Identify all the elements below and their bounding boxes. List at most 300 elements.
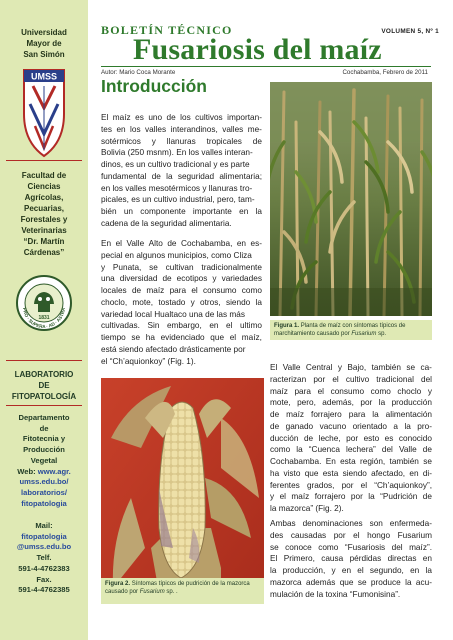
word: es <box>384 433 394 443</box>
word: la <box>296 445 303 455</box>
text-line: dinos, es un cultivo tradicional y es parte <box>101 160 250 169</box>
word: la <box>255 207 262 216</box>
text-line <box>270 386 432 398</box>
word: el <box>191 286 198 295</box>
text-line <box>270 518 432 530</box>
word: Punata, <box>112 262 142 272</box>
word: la <box>255 297 262 307</box>
word: por <box>360 398 373 408</box>
figure-2-caption <box>101 578 264 604</box>
text-line <box>270 565 432 577</box>
section-heading: Introducción <box>101 76 207 96</box>
text-line <box>270 577 432 589</box>
word: uno <box>148 113 163 122</box>
text-line: la mazorca” (Fig. 2). <box>270 504 344 513</box>
word: para <box>294 386 311 396</box>
word: ferentes <box>270 480 300 490</box>
word: ultimo <box>239 321 262 331</box>
web-label: Web: <box>17 466 36 476</box>
figure-2-photo <box>101 378 264 604</box>
word: el <box>353 530 360 540</box>
word: Bajo, <box>347 363 367 372</box>
mail-label: Mail: <box>35 521 53 530</box>
text-line <box>270 530 432 542</box>
paragraph-intro-2 <box>101 238 262 367</box>
word: los <box>130 124 141 134</box>
text-line <box>101 238 262 250</box>
word: Valle <box>126 239 145 248</box>
word: variedades <box>221 274 262 284</box>
word: causadas <box>290 530 327 540</box>
word: y <box>331 566 336 575</box>
word: ha <box>145 333 155 342</box>
telf-label: Telf. <box>36 553 52 563</box>
word: “Fusariosis <box>344 542 386 552</box>
text-line <box>270 362 432 374</box>
text-line <box>270 468 432 480</box>
sidebar-divider <box>6 405 82 406</box>
word: siendo <box>225 297 251 307</box>
fax-number: 591-4-4762385 <box>18 585 70 595</box>
word: acu- <box>415 577 432 587</box>
word: pro- <box>417 421 432 431</box>
word: la <box>368 492 375 502</box>
word: Valle <box>398 445 417 455</box>
word: del <box>420 374 432 384</box>
word: por <box>333 530 346 540</box>
word: en <box>409 468 419 478</box>
word: el <box>317 386 324 396</box>
word: región, <box>360 457 386 466</box>
seal-motto: PRO · SUPERA · AD · ASTRA <box>21 307 67 330</box>
figure-2-text: Síntomas típicos de pudrición de la mazorca causado por <box>105 581 250 595</box>
web-link[interactable]: laboratorios/ <box>21 487 67 497</box>
word: locales <box>101 286 127 295</box>
word: esto <box>363 433 380 443</box>
faculty-line: Facultad de <box>21 171 67 180</box>
faculty-name <box>0 170 88 258</box>
word: cultivan <box>165 262 194 272</box>
word: Primero, <box>283 554 315 564</box>
word: maíz <box>270 386 288 396</box>
word: alimentación <box>385 410 432 419</box>
word: importante <box>192 207 232 216</box>
mail-link[interactable]: @umss.edu.bo <box>16 542 72 552</box>
word: de <box>252 136 262 146</box>
word: se <box>131 333 141 342</box>
word: se <box>406 363 416 372</box>
department-info <box>0 413 88 509</box>
word: enfermeda- <box>389 519 432 528</box>
word: pero, <box>297 398 316 408</box>
logo-text: UMSS <box>30 71 58 82</box>
text-line <box>101 320 262 332</box>
university-line: Universidad <box>21 28 67 37</box>
faculty-line: Veterinarias <box>21 226 67 235</box>
word: visto <box>283 468 301 478</box>
mail-link[interactable]: fitopatologia <box>21 531 67 541</box>
word: en <box>239 207 249 216</box>
text-line <box>101 273 262 285</box>
paragraph-valle-central <box>270 362 432 515</box>
word: la <box>425 566 432 575</box>
faculty-seal-icon <box>15 274 73 332</box>
figure-1-caption <box>270 320 432 340</box>
word: de <box>162 274 172 284</box>
word: por <box>346 433 359 443</box>
word: importan- <box>227 113 262 122</box>
word: causa <box>321 554 344 564</box>
word: des <box>270 530 284 540</box>
sidebar-divider <box>6 360 82 361</box>
university-name <box>0 27 88 60</box>
word: esta <box>322 468 339 478</box>
word: seguridad <box>177 171 215 181</box>
text-line: el “Ch’aquionkoy” (Fig. 1). <box>101 356 196 366</box>
header-divider <box>101 66 431 67</box>
word: se <box>357 577 367 587</box>
text-line: Bolivia (250 msnm). En los valles interan- <box>101 148 253 158</box>
word: del <box>391 542 403 552</box>
word: alimentaria; <box>219 171 262 181</box>
word: una <box>101 274 115 284</box>
word: evidenciado <box>160 333 205 342</box>
faculty-line: Agrícolas, <box>24 193 64 202</box>
word: se <box>270 542 279 552</box>
word: maíz <box>112 113 131 122</box>
paragraph-fusariosis <box>270 518 432 600</box>
word: mazorca <box>270 577 302 587</box>
word: ecotipos <box>176 274 208 284</box>
text-line: variedad local Hualtaco una de las más <box>101 309 246 319</box>
word: fundamental <box>101 171 147 181</box>
word: “Ch’aquionkoy”, <box>374 480 432 490</box>
contact-info <box>0 521 88 596</box>
word: grados, <box>306 480 335 490</box>
word: además <box>306 577 336 587</box>
word: El <box>270 363 278 372</box>
text-line: en los valles mesotérmicos y llanuras tro- <box>101 183 253 193</box>
word: segundo, <box>369 566 404 575</box>
word: la <box>372 410 379 419</box>
word: embargo, <box>166 321 202 331</box>
word: también <box>389 457 419 466</box>
text-line <box>270 421 432 433</box>
word: hongo <box>367 530 391 540</box>
volume-label: VOLUMEN 5, Nº 1 <box>381 28 439 35</box>
text-line <box>101 171 262 183</box>
word: Central <box>305 363 333 372</box>
word: ha <box>270 468 280 478</box>
word: siendo <box>342 468 367 478</box>
web-link[interactable]: fitopatologia <box>21 498 67 508</box>
text-line <box>101 206 262 218</box>
word: Valle <box>282 363 301 372</box>
faculty-line: Forestales y <box>20 215 68 224</box>
lab-line: LABORATORIO <box>14 370 74 379</box>
word: mote, <box>270 398 291 408</box>
word: el <box>279 492 286 502</box>
word: del <box>381 445 393 455</box>
word: ca- <box>420 363 432 372</box>
word: conoce <box>285 542 312 552</box>
word: racterizan <box>270 374 307 384</box>
word: a <box>393 421 399 431</box>
word: producción, <box>282 566 326 575</box>
text-line: está siendo afectado drásticamente por <box>101 344 246 354</box>
word: de <box>270 421 280 431</box>
word: produce <box>370 577 401 587</box>
word: “Cuenca <box>308 445 340 455</box>
word: cultivo <box>345 374 370 384</box>
word: en <box>422 554 432 564</box>
word: por <box>341 480 354 490</box>
word: que <box>210 333 225 342</box>
word: valles <box>222 124 244 134</box>
dept-line: Fitotecnia y <box>22 434 66 444</box>
word: son <box>369 519 383 528</box>
word: y <box>101 262 106 272</box>
word: forrajero <box>314 492 346 502</box>
word: maíz <box>286 410 305 419</box>
word: Sin <box>147 321 160 331</box>
word: y <box>427 386 432 396</box>
word: de <box>131 286 142 295</box>
word: se <box>423 457 432 466</box>
word: lechera” <box>345 445 376 455</box>
word: como <box>241 286 262 295</box>
text-line <box>101 285 262 297</box>
word: un <box>123 207 134 216</box>
text-line <box>270 542 432 554</box>
word: tostado <box>158 297 186 307</box>
word: di- <box>422 468 432 478</box>
word: llanuras <box>166 136 196 146</box>
word: consumo <box>330 386 365 396</box>
dept-line: Vegetal <box>30 455 58 465</box>
word: tiempo <box>101 333 126 342</box>
sidebar-divider <box>6 160 82 161</box>
word: en <box>116 124 126 134</box>
word: denominaciones <box>302 519 363 528</box>
word: producción <box>391 398 432 408</box>
lab-name <box>0 369 88 402</box>
word: tradicionalmente <box>201 262 262 272</box>
word: maíz”. <box>409 542 432 552</box>
text-line <box>270 553 432 565</box>
word: para <box>348 410 366 419</box>
page-title: Fusariosis del maíz <box>133 33 382 66</box>
word: el <box>360 480 368 490</box>
word: de <box>422 492 432 502</box>
word: esta <box>340 457 356 466</box>
word: y <box>337 363 342 372</box>
text-line: mulación de la toxina “Fumonisina”. <box>270 589 401 599</box>
word: de <box>166 113 176 122</box>
figure-1-photo <box>270 82 432 316</box>
fax-label: Fax. <box>36 574 52 584</box>
word: también <box>371 363 401 372</box>
web-line <box>0 467 88 478</box>
word: el <box>115 239 122 248</box>
word: de <box>303 433 314 443</box>
word: componente <box>140 207 186 216</box>
word: vacuno <box>319 421 347 431</box>
word: sotérmicos <box>101 136 141 146</box>
word: y <box>151 136 156 146</box>
word: forrajero <box>311 410 342 419</box>
word: en <box>209 321 219 331</box>
word: además, <box>322 398 354 408</box>
word: leche, <box>318 433 341 443</box>
umss-logo-icon <box>21 64 67 158</box>
word: por <box>313 374 326 384</box>
word: es <box>135 113 144 122</box>
text-line <box>270 456 432 468</box>
word: ducción <box>270 433 299 443</box>
text-line <box>270 480 432 492</box>
word: el <box>332 374 339 384</box>
word: para <box>169 286 187 295</box>
word: Fusarium <box>397 530 432 540</box>
text-line <box>270 374 432 386</box>
word: la <box>166 171 173 181</box>
word: bién <box>101 207 117 216</box>
word: la <box>270 566 277 575</box>
university-line: Mayor de <box>26 39 62 48</box>
word: mote, <box>132 297 154 307</box>
word: Ambas <box>270 519 296 528</box>
word: “Pudrición <box>380 492 418 502</box>
word: maíz <box>146 286 165 295</box>
word: que <box>304 468 319 478</box>
word: la <box>405 577 412 587</box>
figure-2-tail: sp. . <box>166 589 178 595</box>
word: maíz <box>291 492 310 502</box>
figure-2-label: Figura 2. <box>105 581 131 587</box>
seal-year: 1831 <box>38 315 50 321</box>
text-line <box>101 112 262 124</box>
word: Alto <box>148 239 163 248</box>
word: en <box>341 566 352 575</box>
faculty-line: “Dr. Martín <box>23 237 65 246</box>
lab-line: DE <box>38 381 50 390</box>
word: es- <box>250 239 262 248</box>
text-line <box>101 124 262 136</box>
word: tropicales <box>206 136 242 146</box>
word: la <box>378 398 386 408</box>
word: choclo, <box>101 297 128 307</box>
word: cultivadas. <box>101 321 140 331</box>
text-line <box>270 409 432 421</box>
text-line <box>270 433 432 445</box>
web-link[interactable]: umss.edu.bo/ <box>19 477 69 487</box>
text-line: picales, es un cultivo industrial, pero, tam- <box>101 195 255 205</box>
text-line <box>101 262 262 274</box>
university-line: San Simón <box>23 50 65 59</box>
word: orientado <box>352 421 387 431</box>
text-line <box>270 397 432 409</box>
word: El <box>270 554 278 564</box>
word: interandinos, <box>170 124 218 134</box>
word: y <box>190 297 195 307</box>
lab-line: FITOPATOLOGÍA <box>11 392 77 401</box>
word: y <box>212 274 217 284</box>
word: tradicional <box>376 374 414 384</box>
word: afectado, <box>371 468 406 478</box>
telf-number: 591-4-4762383 <box>18 563 70 573</box>
word: de <box>422 445 432 455</box>
word: Cochabamba. <box>270 457 322 466</box>
word: y <box>270 492 275 502</box>
word: En <box>325 457 336 466</box>
dept-line: de <box>39 423 49 433</box>
word: choclo <box>397 386 422 396</box>
dept-line: Departamento <box>18 413 70 422</box>
word: el <box>226 321 233 331</box>
word: como <box>270 445 291 455</box>
text-line <box>101 297 262 309</box>
word: diversidad <box>119 274 158 284</box>
word: los <box>180 113 191 122</box>
text-line <box>101 136 262 148</box>
word: de <box>151 171 161 181</box>
faculty-line: Ciencias <box>27 182 61 191</box>
word: la <box>404 421 411 431</box>
text-line <box>270 491 432 503</box>
word: ganado <box>285 421 314 431</box>
paragraph-intro-1 <box>101 112 262 230</box>
word: pérdidas <box>349 554 382 564</box>
author-line: Autor: Mario Coca Morante <box>101 69 176 76</box>
text-line <box>101 332 262 344</box>
word: se <box>149 262 158 272</box>
figure-1-label: Figura 1. <box>274 323 300 329</box>
word: en <box>236 239 247 248</box>
figure-1-species: Fusarium <box>351 331 377 337</box>
figure-1-tail: sp. <box>378 331 387 337</box>
word: en <box>410 566 420 575</box>
word: conocido <box>398 433 432 443</box>
word: En <box>101 239 112 248</box>
text-line: cadena de la seguridad alimentaria. <box>101 218 232 228</box>
word: directas <box>387 554 417 564</box>
bulletin-label: BOLETÍN TÉCNICO <box>101 23 233 37</box>
place-date: Cochabamba, Febrero de 2011 <box>342 69 428 76</box>
word: el <box>229 333 237 342</box>
figure-2-species: Fusarium <box>139 589 165 595</box>
word: el <box>357 566 364 575</box>
faculty-line: Cárdenas” <box>23 248 65 257</box>
figure-1-text: Planta de maíz con síntomas típicos de marchitamiento causado por <box>274 323 406 337</box>
word: por <box>350 492 363 502</box>
word: cultivos <box>195 113 223 122</box>
word: maíz, <box>241 333 262 342</box>
word: Cochabamba, <box>181 239 233 248</box>
dept-line: Producción <box>23 445 65 455</box>
web-link[interactable]: www.agr. <box>37 466 71 476</box>
text-line: pecial en algunos municipios, como Cliza <box>101 250 252 260</box>
word: de <box>270 410 280 419</box>
word: de <box>167 239 177 248</box>
faculty-line: Pecuarias, <box>23 204 65 213</box>
word: otros, <box>200 297 221 307</box>
text-line <box>270 444 432 456</box>
word: me- <box>247 124 262 134</box>
word: El <box>101 113 109 122</box>
word: tes <box>101 124 113 134</box>
word: valles <box>145 124 167 134</box>
